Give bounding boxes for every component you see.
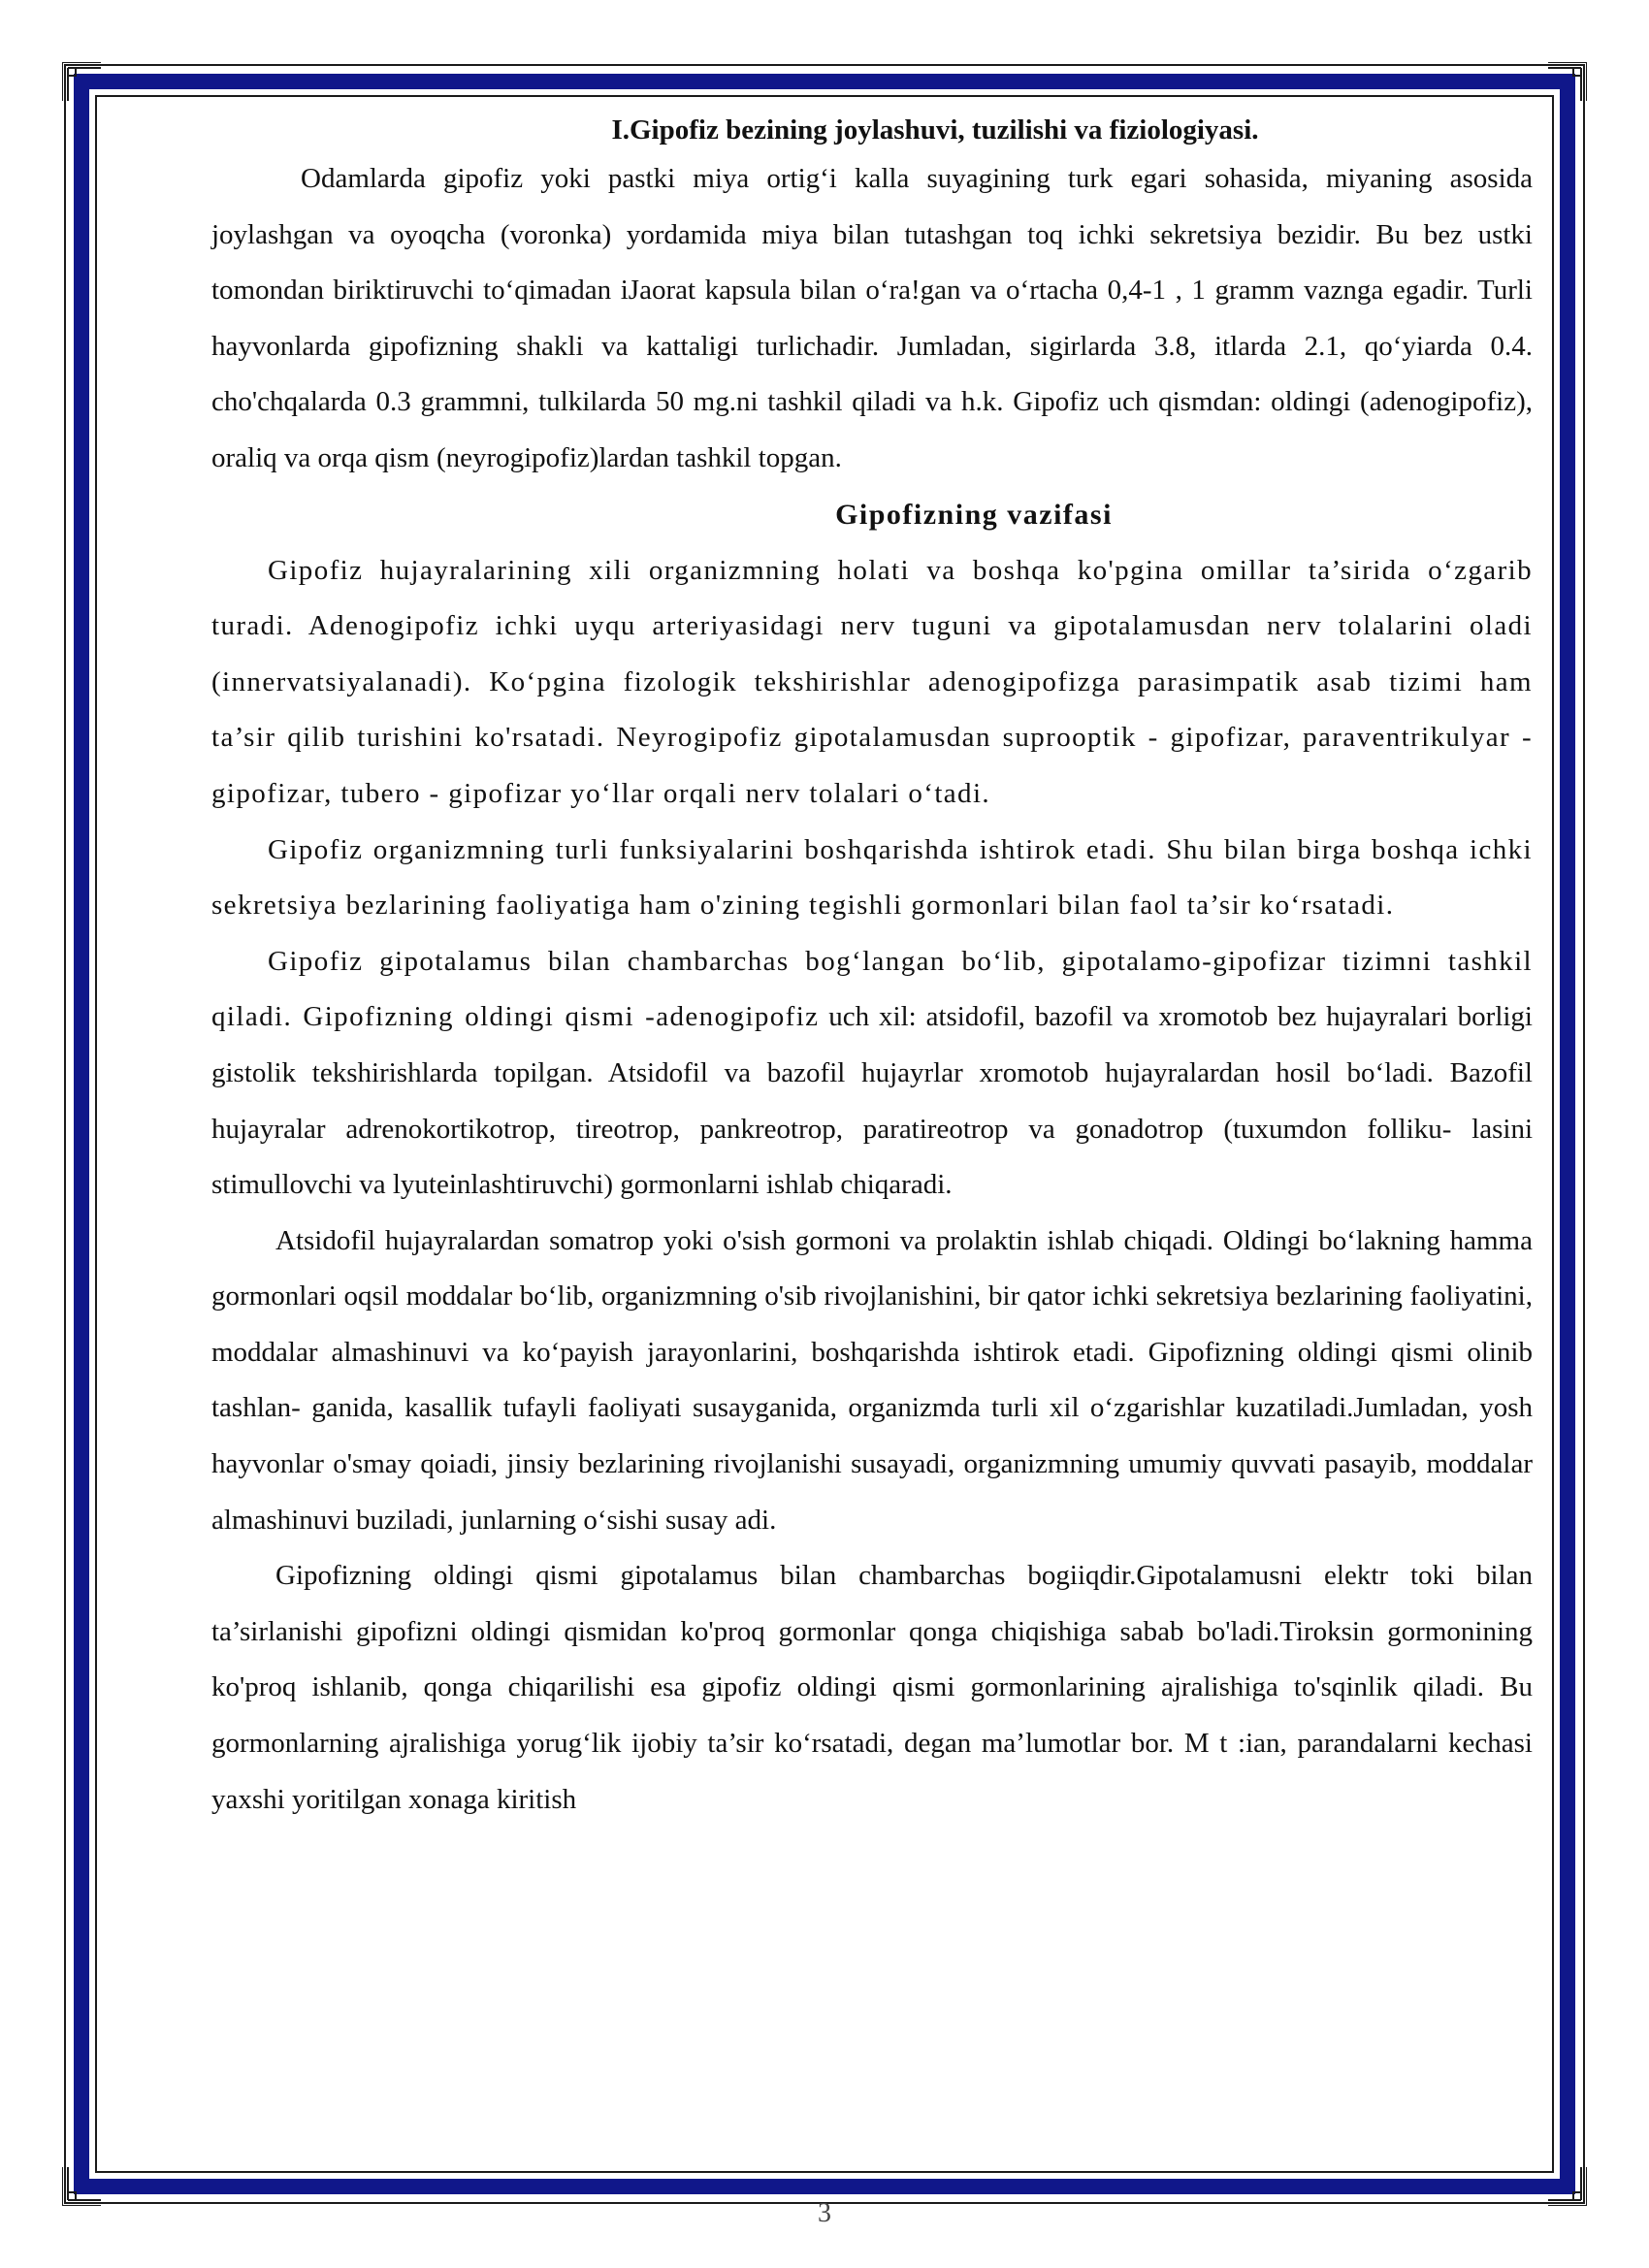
paragraph-hypothalamo-spaced-part: Gipofiz gipotalamus bilan chambarchas bog‘langan bo‘lib, gipotalamo-gipofizar tizimni tashkil qiladi. Gipofizning oldingi qismi -adenogipofiz xyxy=(211,945,1533,1033)
corner-ornament-top-left xyxy=(62,62,101,101)
page-number: 3 xyxy=(818,2198,831,2228)
corner-ornament-top-right xyxy=(1548,62,1587,101)
intro-paragraph: Odamlarda gipofiz yoki pastki miya ortig‘i kalla suyagining turk egari sohasida, miyaning asosida joylashgan va oyoqcha (voronka) yordamida miya bilan tutashgan toq ichki sekretsiya bezidir. Bu bez ustki tomondan biriktiruvchi to‘qimadan iJaorat kapsula bilan o‘ra!gan va o‘rtacha 0,4-1 , 1 gramm vaznga egadir. Turli hayvonlarda gipofizning shakli va kattaligi turlichadir. Jumladan, sigirlarda 3.8, itlarda 2.1, qo‘yiarda 0.4. cho'chqalarda 0.3 grammni, tulkilarda 50 mg.ni tashkil qiladi va h.k. Gipofiz uch qismdan: oldingi (adenogipofiz), oraliq va orqa qism (neyrogipofiz)lardan tashkil topgan. xyxy=(211,163,1533,473)
paragraph-anterior-lobe-regulation: Gipofizning oldingi qismi gipotalamus bilan chambarchas bogiiqdir.Gipotalamusni elektr toki bilan ta’sirlanishi gipofizni oldingi qismidan ko'proq gormonlar qonga chiqishiga sabab bo'ladi.Tiroksin gormonining ko'proq ishlanib, qonga chiqarilishi esa gipofiz oldingi qismi gormonlarining ajralishiga to'sqinlik qiladi. Bu gormonlarning ajralishiga yorug‘lik ijobiy ta’sir ko‘rsatadi, degan ma’lumotlar bor. M t :ian, parandalarni kechasi yaxshi yoritilgan xonaga kiritish xyxy=(211,1560,1533,1815)
paragraph-hypothalamo-hypophyseal-system xyxy=(211,934,1533,1214)
paragraph-hypophysis-cells: Gipofiz hujayralarining xili organizmning holati va boshqa ko'pgina omillar ta’sirida o‘zgarib turadi. Adenogipofiz ichki uyqu arteriyasidagi nerv tuguni va gipotalamusdan nerv tolalarini oladi (innervatsiyalanadi). Ko‘pgina fizologik tekshirishlar adenogipofizga parasimpatik asab tizimi ham ta’sir qilib turishini ko'rsatadi. Neyrogipofiz gipotalamusdan suprooptik - gipofizar, paraventrikulyar - gipofizar, tubero - gipofizar yo‘llar orqali nerv tolalari o‘tadi. xyxy=(211,554,1533,809)
document-body xyxy=(211,109,1533,1828)
paragraph-acidophil-cells: Atsidofil hujayralardan somatrop yoki o'sish gormoni va prolaktin ishlab chiqadi. Oldingi bo‘lakning hamma gormonlari oqsil moddalar bo‘lib, organizmning o'sib rivojlanishini, bir qator ichki sekretsiya bezlarining faoliyatini, moddalar almashinuvi va ko‘payish jarayonlarini, boshqarishda ishtirok etadi. Gipofizning oldingi qismi olinib tashlan- ganida, kasallik tufayli faoliyati susayganida, organizmda turli xil o‘zgarishlar kuzatiladi.Jumladan, yosh hayvonlar o'smay qoiadi, jinsiy bezlarining rivojlanishi susayadi, organizmning umumiy quvvati pasayib, moddalar almashinuvi buziladi, junlarning o‘sishi susay adi. xyxy=(211,1224,1533,1536)
section-heading: Gipofizning vazifasi xyxy=(835,498,1113,531)
paragraph-hypophysis-functions: Gipofiz organizmning turli funksiyalarini boshqarishda ishtirok etadi. Shu bilan birga boshqa ichki sekretsiya bezlarining faoliyatiga ham o'zining tegishli gormonlari bilan faol ta’sir ko‘rsatadi. xyxy=(211,833,1533,922)
document-title: I.Gipofiz bezining joylashuvi, tuzilishi va fiziologiyasi. xyxy=(611,114,1259,146)
paragraph-hypothalamo-rest-part: uch xil: atsidofil, bazofil va xromotob bez hujayralari borligi gistolik tekshirishlarda topilgan. Atsidofil va bazofil hujayrlar xromotob hujayralardan hosil bo‘ladi. Bazofil hujayralar adrenokortikotrop, tireotrop, pankreotrop, paratireotrop va gonadotrop (tuxumdon folliku- lasini stimullovchi va lyuteinlashtiruvchi) gormonlarni ishlab chiqaradi. xyxy=(211,1001,1533,1201)
